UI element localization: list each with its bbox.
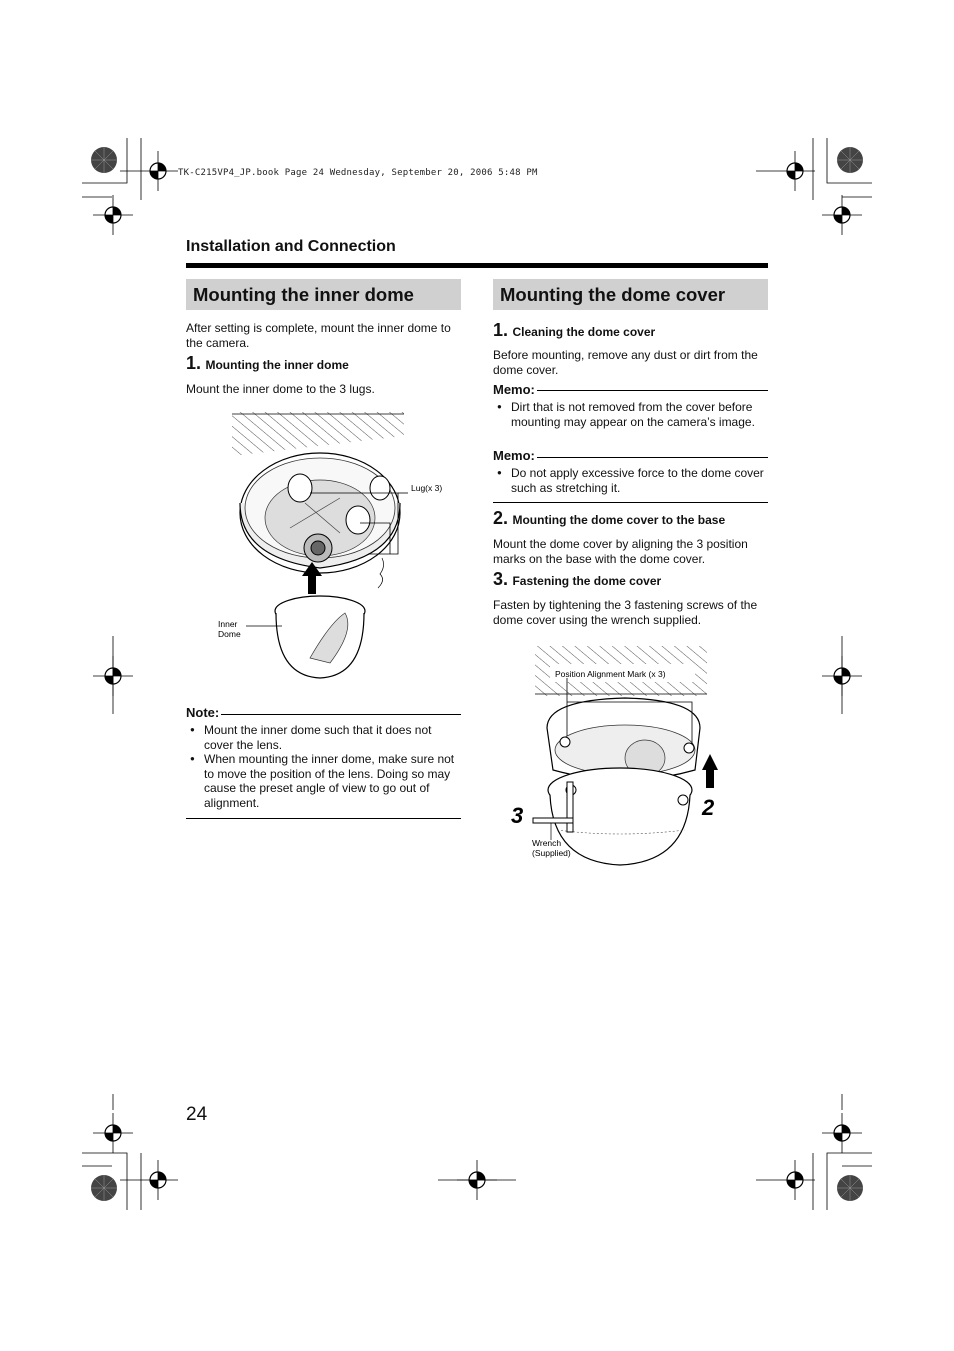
note-label: Note: (186, 705, 220, 720)
memo-item: ● Do not apply excessive force to the dome cover such as stretching it. (493, 466, 768, 495)
step-3-fastening (493, 569, 661, 590)
note-end-rule (186, 818, 461, 819)
step-2-mounting-cover (493, 508, 725, 529)
step-number: 2. (493, 508, 509, 528)
memo-1-label: Memo: (493, 382, 535, 397)
lug-label: Lug(x 3) (411, 483, 443, 493)
step-label: Fastening the dome cover (512, 574, 662, 588)
step-1-cleaning (493, 320, 655, 341)
section-rule (186, 263, 768, 268)
print-header: TK-C215VP4_JP.book Page 24 Wednesday, September 20, 2006 5:48 PM (178, 168, 538, 178)
step-number: 1. (493, 320, 509, 340)
heading-mounting-dome-cover: Mounting the dome cover (493, 279, 768, 310)
memo-end-rule (493, 502, 768, 503)
step-number: 1. (186, 353, 202, 373)
memo-2-list (493, 466, 768, 495)
callout-2: 2 (702, 795, 715, 820)
note-item: ● When mounting the inner dome, make sure not to move the position of the lens. Doing so may cause the preset angle of view to go out of alignment. (186, 752, 461, 810)
memo-item: ● Dirt that is not removed from the cover before mounting may appear on the camera’s image. (493, 400, 768, 429)
memo-2-label: Memo: (493, 448, 535, 463)
step-label: Cleaning the dome cover (512, 325, 656, 339)
step-1-inner-dome (186, 353, 349, 374)
section-title: Installation and Connection (186, 238, 396, 255)
dome-cover-figure (505, 640, 745, 875)
callout-3: 3 (511, 803, 524, 828)
heading-mounting-inner-dome: Mounting the inner dome (186, 279, 461, 310)
page-number: 24 (186, 1104, 208, 1125)
note-rule (186, 714, 461, 715)
note-item: ● Mount the inner dome such that it does not cover the lens. (186, 723, 461, 752)
inner-dome-label-1: Inner (218, 619, 238, 629)
intro-text: After setting is complete, mount the inner dome to the camera. (186, 321, 451, 350)
step-label: Mounting the inner dome (205, 358, 349, 372)
inner-dome-figure (210, 408, 460, 693)
step-3-text: Fasten by tightening the 3 fastening screws of the dome cover using the wrench supplied. (493, 598, 758, 627)
wrench-label-2: (Supplied) (532, 848, 571, 858)
inner-dome-label-2: Dome (218, 629, 241, 639)
step-label: Mounting the dome cover to the base (512, 513, 726, 527)
step-1-text: Mount the inner dome to the 3 lugs. (186, 382, 375, 396)
position-mark-label: Position Alignment Mark (x 3) (555, 669, 666, 679)
step-2-text: Mount the dome cover by aligning the 3 position marks on the base with the dome cover. (493, 537, 748, 566)
memo-1-list (493, 400, 768, 429)
step-1-text: Before mounting, remove any dust or dirt from the dome cover. (493, 348, 758, 377)
note-list (186, 723, 461, 810)
step-number: 3. (493, 569, 509, 589)
wrench-label-1: Wrench (532, 838, 562, 848)
